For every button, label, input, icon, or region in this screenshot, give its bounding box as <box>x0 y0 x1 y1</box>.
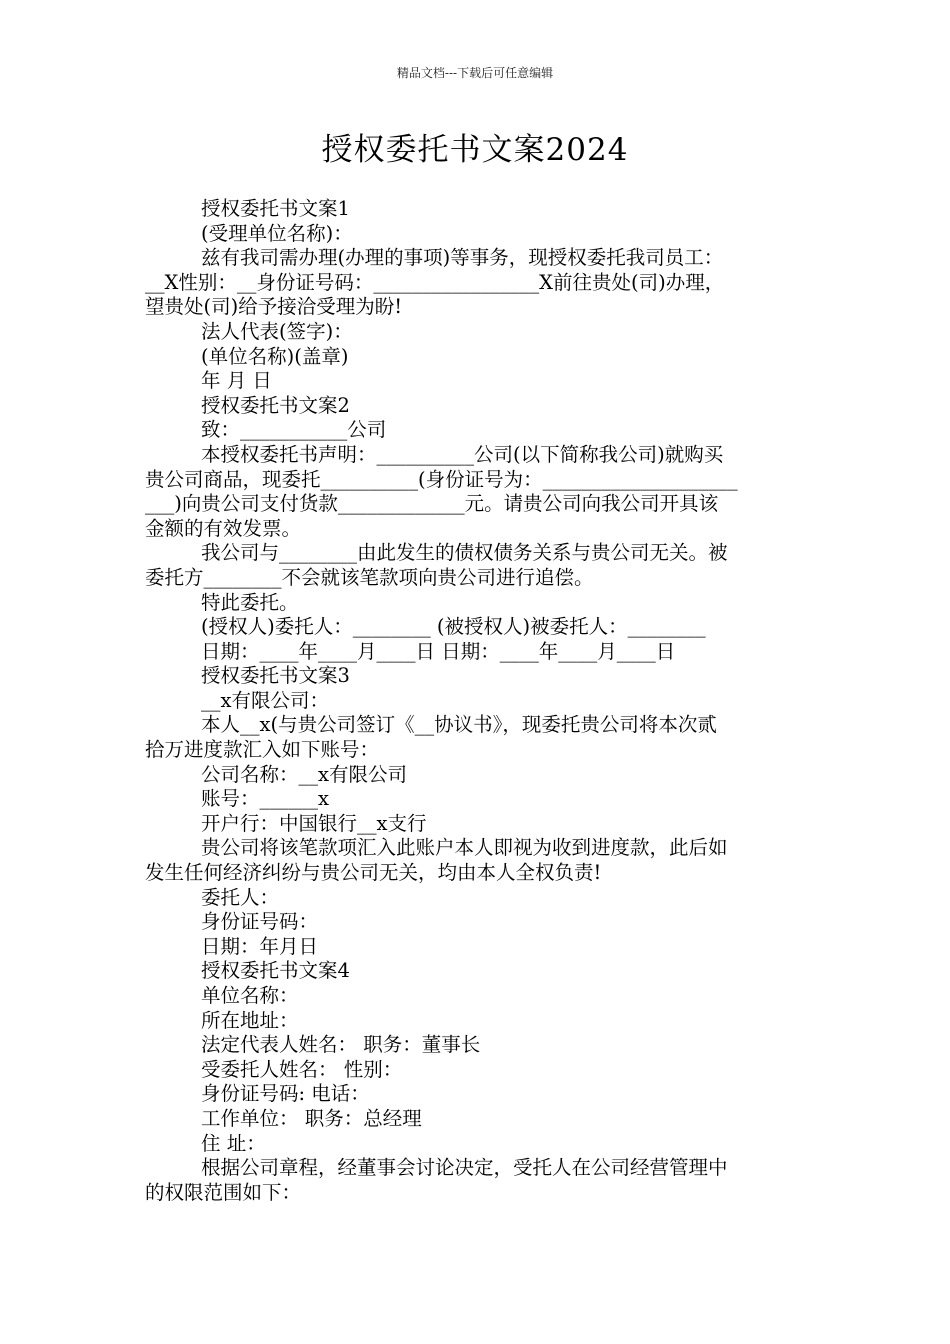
body-line: 我公司与________由此发生的债权债务关系与贵公司无关。被 <box>201 541 728 565</box>
body-line: 委托方________不会就该笔款项向贵公司进行追偿。 <box>145 565 594 589</box>
body-line: 兹有我司需办理(办理的事项)等事务，现授权委托我司员工： <box>201 246 724 270</box>
body-line: 住 址： <box>201 1131 266 1155</box>
body-line: 发生任何经济纠纷与贵公司无关，均由本人全权负责! <box>145 861 602 885</box>
body-line: 法人代表(签字)： <box>201 319 353 343</box>
body-line: 委托人： <box>201 885 280 909</box>
body-line: 望贵处(司)给予接洽受理为盼! <box>145 295 403 319</box>
body-line: 本授权委托书声明：__________公司(以下简称我公司)就购买 <box>201 442 724 466</box>
body-line: 贵公司商品，现委托__________(身份证号为：____________________ <box>145 467 738 491</box>
body-line: 法定代表人姓名： 职务：董事长 <box>201 1033 481 1057</box>
body-line: 本人__x(与贵公司签订《__协议书》，现委托贵公司将本次贰 <box>201 713 717 737</box>
body-line: (受理单位名称)： <box>201 221 353 245</box>
body-line: 日期：____年____月____日 日期：____年____月____日 <box>201 639 676 663</box>
body-line: 特此委托。 <box>201 590 299 614</box>
document-body <box>145 197 807 1205</box>
section-heading: 授权委托书文案2 <box>201 393 350 417</box>
body-line: 年 月 日 <box>201 369 272 393</box>
section-heading: 授权委托书文案4 <box>201 959 350 983</box>
body-line: 身份证号码： <box>201 910 319 934</box>
body-line: 身份证号码: 电话： <box>201 1082 370 1106</box>
body-line: 工作单位： 职务：总经理 <box>201 1106 422 1130</box>
document-title: 授权委托书文案2024 <box>321 132 629 168</box>
body-line: 致：___________公司 <box>201 418 387 442</box>
body-line: 金额的有效发票。 <box>145 516 302 540</box>
body-line: 所在地址： <box>201 1008 299 1032</box>
body-line: __X性别：__身份证号码：_________________X前往贵处(司)办理， <box>145 270 725 294</box>
body-line: 的权限范围如下： <box>145 1180 302 1204</box>
body-line: 授权委托书文案1 <box>201 197 350 220</box>
body-line: 公司名称：__x有限公司 <box>201 762 407 786</box>
body-line: 日期：年月日 <box>201 934 319 958</box>
body-line: 单位名称： <box>201 984 299 1007</box>
body-line: ___)向贵公司支付货款_____________元。请贵公司向我公司开具该 <box>145 492 719 516</box>
section-heading: 授权委托书文案3 <box>201 664 350 688</box>
body-line: 开户行：中国银行__x支行 <box>201 811 427 835</box>
page-header: 精品文档---下载后可任意编辑 <box>396 66 554 80</box>
body-line: 贵公司将该笔款项汇入此账户本人即视为收到进度款，此后如 <box>201 836 728 860</box>
body-line: 拾万进度款汇入如下账号： <box>145 738 380 762</box>
body-line: (单位名称)(盖章) <box>201 344 349 368</box>
body-line: __x有限公司： <box>201 688 329 712</box>
body-line: 根据公司章程，经董事会讨论决定，受托人在公司经营管理中 <box>201 1156 728 1180</box>
body-line: 受委托人姓名： 性别： <box>201 1057 403 1081</box>
body-line: (授权人)委托人：________ (被授权人)被委托人：________ <box>201 615 706 639</box>
body-line: 账号：______x <box>201 787 329 811</box>
